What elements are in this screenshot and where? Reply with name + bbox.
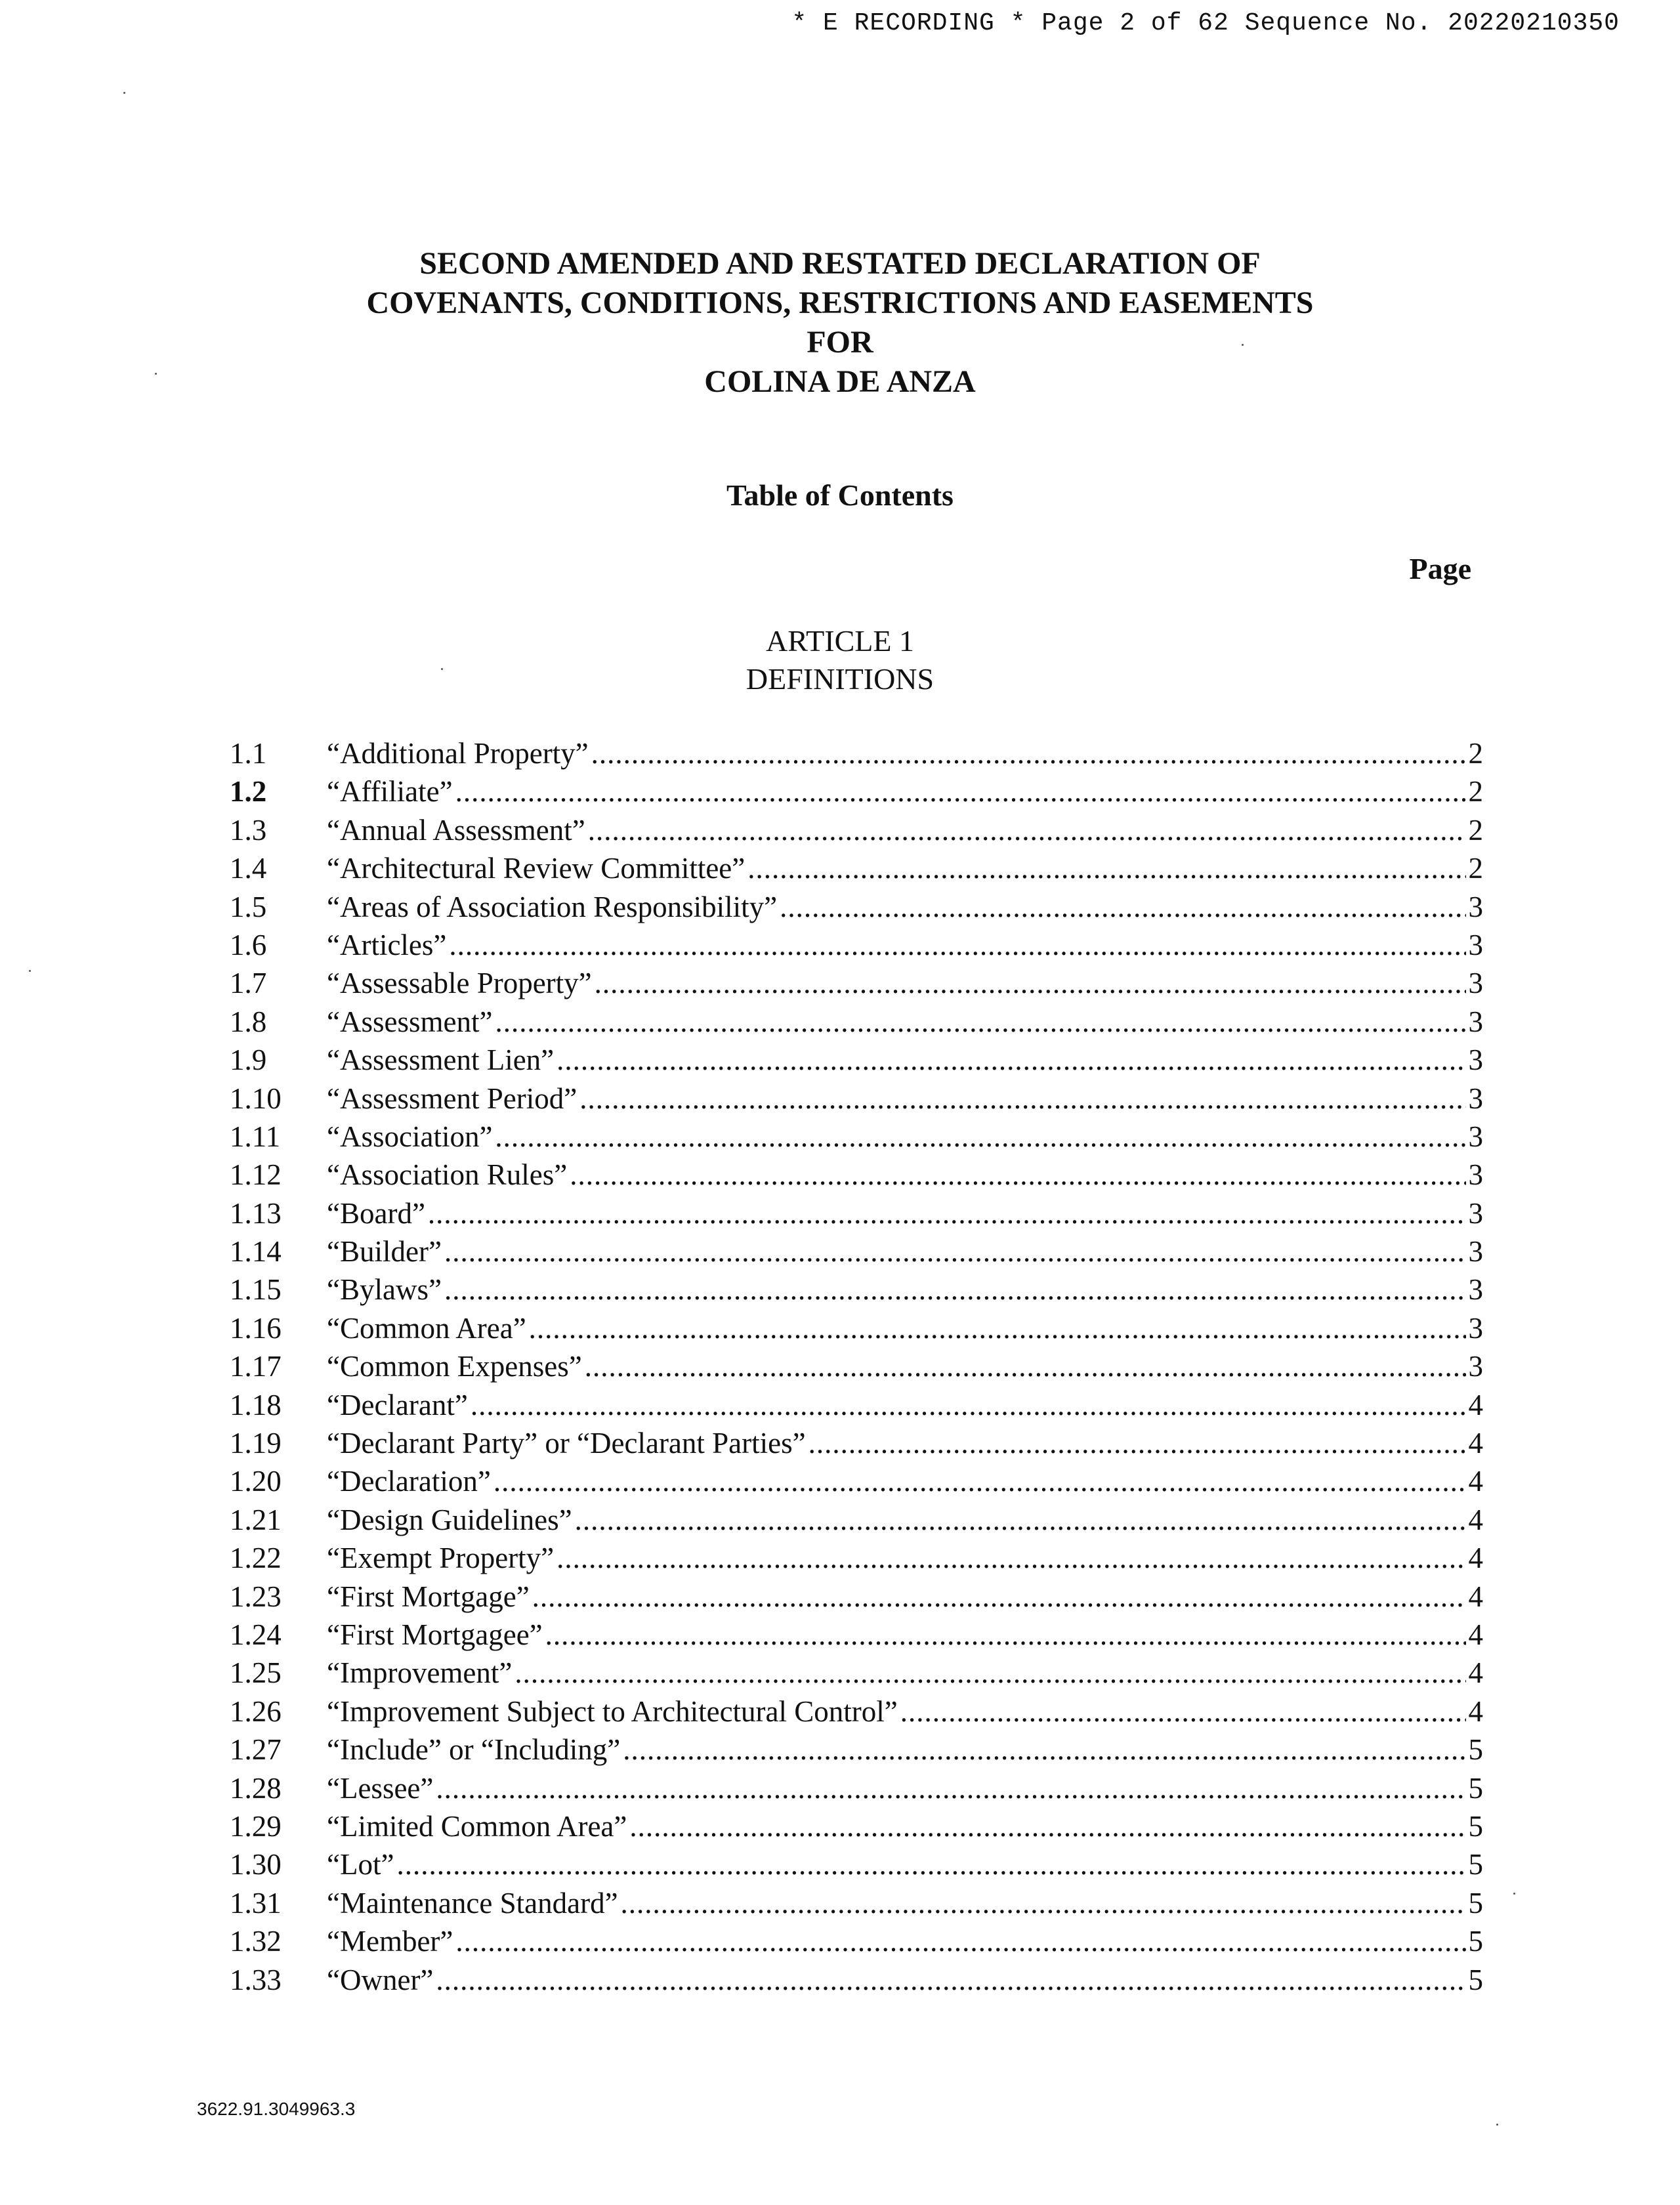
dot-leader — [556, 1541, 1465, 1575]
toc-entry-page: 2 — [1468, 852, 1483, 885]
toc-entry-title: “Assessable Property” — [327, 967, 592, 1000]
toc-entry-number: 1.30 — [230, 1848, 282, 1881]
toc-entry-page: 3 — [1468, 1005, 1483, 1038]
toc-entry-number: 1.14 — [230, 1235, 282, 1269]
toc-entry — [230, 1082, 1483, 1120]
toc-entry — [230, 1388, 1483, 1426]
toc-entry-page: 5 — [1468, 1925, 1483, 1958]
toc-entry-title: “Affiliate” — [327, 775, 453, 808]
toc-entry — [230, 1272, 1483, 1311]
toc-entry-title: “Articles” — [327, 928, 447, 961]
toc-entry-number: 1.29 — [230, 1809, 282, 1843]
toc-entry-number: 1.26 — [230, 1694, 282, 1728]
dot-leader — [575, 1503, 1466, 1537]
toc-entry — [230, 1924, 1483, 1962]
toc-entry — [230, 1196, 1483, 1234]
toc-entry — [230, 1503, 1483, 1541]
toc-entry-number: 1.8 — [230, 1005, 267, 1038]
toc-entry-title: “Association Rules” — [327, 1158, 568, 1192]
dot-leader — [444, 1272, 1466, 1307]
dot-leader — [444, 1234, 1466, 1269]
dot-leader — [529, 1311, 1466, 1345]
toc-entry-page: 3 — [1468, 967, 1483, 1000]
title-line: FOR — [807, 325, 873, 360]
toc-entry-title: “Owner” — [327, 1963, 434, 1996]
toc-entry-number: 1.28 — [230, 1771, 282, 1805]
recording-stamp: * E RECORDING * Page 2 of 62 Sequence No. 20220210350 — [791, 9, 1620, 37]
title-line: COLINA DE ANZA — [704, 364, 976, 399]
article-name: DEFINITIONS — [746, 662, 934, 696]
toc-entry-title: “Declarant” — [327, 1388, 468, 1421]
toc-entry-number: 1.21 — [230, 1503, 282, 1536]
toc-entry-page: 3 — [1468, 1235, 1483, 1269]
toc-entry — [230, 1886, 1483, 1924]
toc-entry — [230, 1847, 1483, 1885]
toc-entry — [230, 1311, 1483, 1349]
dot-leader — [495, 1120, 1465, 1154]
dot-leader — [514, 1656, 1465, 1690]
scan-speck — [1513, 1893, 1515, 1895]
dot-leader — [545, 1618, 1466, 1652]
toc-entry-number: 1.1 — [230, 737, 267, 770]
toc-entry — [230, 890, 1483, 928]
dot-leader — [428, 1196, 1466, 1230]
toc-entry-page: 2 — [1468, 813, 1483, 847]
dot-leader — [436, 1771, 1465, 1805]
toc-entry-number: 1.6 — [230, 928, 267, 961]
toc-entry-title: “Board” — [327, 1196, 425, 1230]
toc-entry-page: 5 — [1468, 1809, 1483, 1843]
toc-entry-page: 3 — [1468, 1120, 1483, 1153]
toc-entry-title: “Additional Property” — [327, 737, 589, 770]
toc-entry-title: “Declaration” — [327, 1465, 491, 1498]
toc-entry-title: “Builder” — [327, 1235, 442, 1269]
dot-leader — [579, 1082, 1465, 1116]
toc-entry — [230, 774, 1483, 812]
toc-entry — [230, 851, 1483, 889]
scan-speck — [1496, 2124, 1498, 2126]
toc-entry-page: 4 — [1468, 1618, 1483, 1651]
toc-entry-number: 1.10 — [230, 1082, 282, 1115]
toc-entry-page: 5 — [1468, 1771, 1483, 1805]
toc-entry — [230, 1732, 1483, 1771]
toc-entry-page: 2 — [1468, 775, 1483, 808]
toc-entry-page: 4 — [1468, 1580, 1483, 1613]
dot-leader — [621, 1886, 1466, 1920]
toc-entry — [230, 1809, 1483, 1847]
toc-entry — [230, 813, 1483, 851]
dot-leader — [471, 1388, 1466, 1422]
dot-leader — [629, 1809, 1465, 1843]
dot-leader — [570, 1158, 1465, 1192]
toc-entry-number: 1.13 — [230, 1196, 282, 1230]
dot-leader — [595, 966, 1466, 1000]
toc-entry-number: 1.32 — [230, 1925, 282, 1958]
toc-entry-number: 1.2 — [230, 775, 267, 808]
toc-heading: Table of Contents — [726, 478, 954, 512]
toc-entry-number: 1.3 — [230, 813, 267, 847]
toc-entry-page: 5 — [1468, 1886, 1483, 1920]
toc-entry-page: 4 — [1468, 1427, 1483, 1460]
toc-entry-number: 1.4 — [230, 852, 267, 885]
dot-leader — [623, 1732, 1465, 1767]
toc-entry-page: 3 — [1468, 1158, 1483, 1192]
document-id: 3622.91.3049963.3 — [197, 2099, 356, 2119]
toc-entry-title: “First Mortgagee” — [327, 1618, 543, 1651]
toc-entry-page: 3 — [1468, 1311, 1483, 1345]
toc-entry — [230, 1656, 1483, 1694]
toc-entry-page: 3 — [1468, 1273, 1483, 1307]
scan-speck — [441, 668, 443, 670]
toc-entry — [230, 1694, 1483, 1732]
toc-entry-page: 3 — [1468, 890, 1483, 923]
dot-leader — [808, 1426, 1466, 1460]
toc-entry — [230, 1349, 1483, 1387]
toc-entry — [230, 1464, 1483, 1502]
scan-speck — [155, 373, 157, 375]
toc-entry-number: 1.11 — [230, 1120, 281, 1153]
toc-entry-number: 1.7 — [230, 967, 267, 1000]
page-column-label: Page — [1409, 552, 1471, 585]
toc-entry — [230, 966, 1483, 1004]
dot-leader — [556, 1043, 1465, 1077]
dot-leader — [436, 1963, 1465, 1997]
dot-leader — [591, 736, 1466, 770]
title-line: COVENANTS, CONDITIONS, RESTRICTIONS AND EASEMENTS — [366, 285, 1314, 320]
toc-entry — [230, 1618, 1483, 1656]
dot-leader — [449, 928, 1465, 962]
toc-entry-title: “Association” — [327, 1120, 493, 1153]
dot-leader — [455, 774, 1466, 808]
toc-entry-title: “Lot” — [327, 1848, 394, 1881]
toc-entry-number: 1.22 — [230, 1542, 282, 1575]
toc-entry-page: 2 — [1468, 737, 1483, 770]
toc-entry-page: 3 — [1468, 1350, 1483, 1383]
toc-entry-title: “Assessment” — [327, 1005, 493, 1038]
toc-entry-title: “Include” or “Including” — [327, 1733, 621, 1767]
scan-speck — [1242, 344, 1244, 346]
toc-entry-number: 1.5 — [230, 890, 267, 923]
toc-entry-page: 3 — [1468, 1196, 1483, 1230]
toc-entry-number: 1.12 — [230, 1158, 282, 1192]
toc-entry-number: 1.31 — [230, 1886, 282, 1920]
toc-entry — [230, 1120, 1483, 1158]
dot-leader — [588, 813, 1466, 847]
toc-entry — [230, 1234, 1483, 1272]
toc-entry-page: 4 — [1468, 1694, 1483, 1728]
toc-entry-page: 3 — [1468, 1043, 1483, 1077]
dot-leader — [396, 1847, 1465, 1881]
toc-entry — [230, 736, 1483, 774]
toc-entry-page: 4 — [1468, 1465, 1483, 1498]
toc-entry-title: “Assessment Lien” — [327, 1043, 555, 1077]
toc-entry-page: 5 — [1468, 1963, 1483, 1996]
scan-speck — [123, 92, 125, 94]
toc-entry-title: “Member” — [327, 1925, 453, 1958]
toc-entry-page: 4 — [1468, 1656, 1483, 1690]
toc-entry-title: “Annual Assessment” — [327, 813, 585, 847]
toc-entry-title: “Improvement” — [327, 1656, 513, 1690]
toc-entry — [230, 1580, 1483, 1618]
toc-entry-number: 1.23 — [230, 1580, 282, 1613]
toc-entry-number: 1.15 — [230, 1273, 282, 1307]
document-title — [0, 244, 1680, 402]
toc-list — [230, 736, 1483, 2001]
dot-leader — [900, 1694, 1466, 1729]
toc-entry-title: “Architectural Review Committee” — [327, 852, 746, 885]
toc-entry-title: “Design Guidelines” — [327, 1503, 572, 1536]
toc-entry-title: “Areas of Association Responsibility” — [327, 890, 778, 923]
article-heading — [0, 622, 1680, 698]
toc-entry-number: 1.24 — [230, 1618, 282, 1651]
article-number: ARTICLE 1 — [766, 624, 914, 658]
toc-entry-page: 4 — [1468, 1542, 1483, 1575]
toc-entry-title: “Improvement Subject to Architectural Control” — [327, 1694, 898, 1728]
toc-entry-title: “Lessee” — [327, 1771, 434, 1805]
toc-entry-title: “Common Area” — [327, 1311, 526, 1345]
dot-leader — [747, 851, 1465, 885]
toc-entry-number: 1.27 — [230, 1733, 282, 1767]
toc-entry-title: “Declarant Party” or “Declarant Parties” — [327, 1427, 806, 1460]
toc-entry — [230, 1005, 1483, 1043]
dot-leader — [494, 1464, 1466, 1498]
toc-entry-title: “Exempt Property” — [327, 1542, 555, 1575]
toc-entry-page: 3 — [1468, 928, 1483, 961]
toc-entry — [230, 1158, 1483, 1196]
toc-entry-page: 5 — [1468, 1733, 1483, 1767]
toc-entry-number: 1.9 — [230, 1043, 267, 1077]
dot-leader — [495, 1005, 1465, 1039]
dot-leader — [780, 890, 1465, 924]
toc-entry-number: 1.25 — [230, 1656, 282, 1690]
toc-entry — [230, 1771, 1483, 1809]
toc-entry-title: “Limited Common Area” — [327, 1809, 627, 1843]
toc-entry-title: “First Mortgage” — [327, 1580, 530, 1613]
toc-entry — [230, 1541, 1483, 1579]
dot-leader — [532, 1580, 1466, 1614]
dot-leader — [585, 1349, 1466, 1383]
toc-entry — [230, 1043, 1483, 1081]
toc-entry-title: “Bylaws” — [327, 1273, 442, 1307]
scan-speck — [29, 970, 31, 972]
dot-leader — [455, 1924, 1465, 1958]
toc-entry-number: 1.20 — [230, 1465, 282, 1498]
toc-entry-page: 4 — [1468, 1388, 1483, 1421]
toc-entry-title: “Assessment Period” — [327, 1082, 578, 1115]
toc-entry — [230, 928, 1483, 966]
toc-entry-page: 3 — [1468, 1082, 1483, 1115]
toc-entry-page: 4 — [1468, 1503, 1483, 1536]
toc-entry-title: “Common Expenses” — [327, 1350, 582, 1383]
toc-entry-number: 1.19 — [230, 1427, 282, 1460]
toc-entry-page: 5 — [1468, 1848, 1483, 1881]
toc-entry-number: 1.18 — [230, 1388, 282, 1421]
toc-entry — [230, 1963, 1483, 2001]
toc-entry-title: “Maintenance Standard” — [327, 1886, 618, 1920]
toc-entry-number: 1.16 — [230, 1311, 282, 1345]
toc-entry-number: 1.33 — [230, 1963, 282, 1996]
toc-entry — [230, 1426, 1483, 1464]
toc-entry-number: 1.17 — [230, 1350, 282, 1383]
title-line: SECOND AMENDED AND RESTATED DECLARATION OF — [419, 246, 1261, 281]
